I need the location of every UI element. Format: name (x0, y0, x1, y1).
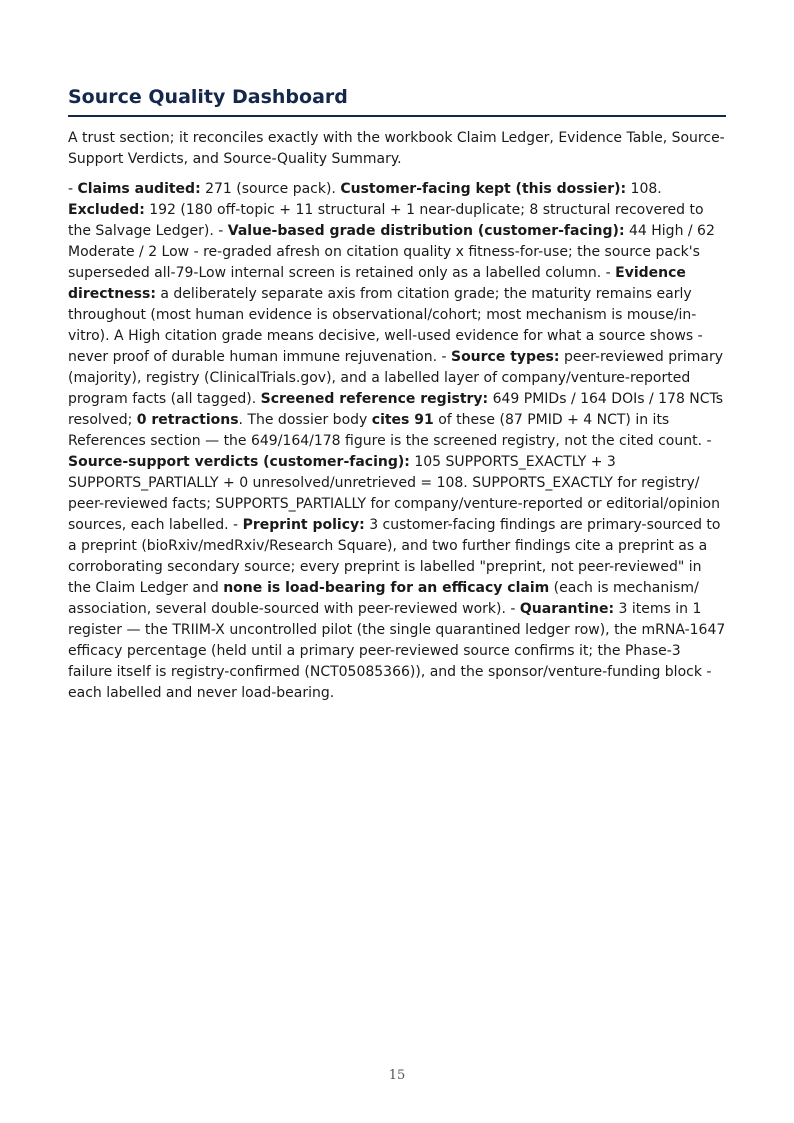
body-bold-run: Screened reference registry: (260, 391, 489, 407)
body-text-run: 3 items in 1 register — the TRIIM-X uncontrolled pilot (the single quarantined ledger row), the mRNA-1647 efficacy percentage (held until a primary peer-reviewed source confirms it; the Phase-3 failure itself is registry-confirmed (NCT05085366)), and the sponsor/venture-funding block - each labelled and never load-bearing. (68, 601, 726, 701)
body-text-run: - (68, 181, 78, 197)
body-bold-run: Source-support verdicts (customer-facing): (68, 454, 410, 470)
body-bold-run: cites 91 (371, 412, 434, 428)
body-text-run: 108. (626, 181, 662, 197)
body-bold-run: Value-based grade distribution (customer-facing): (227, 223, 625, 239)
body-text-run: 44 High / 62 Moderate / 2 Low - re-graded afresh on citation quality x fitness-for-use; the source pack's superseded all-79-Low internal screen is retained only as a labelled column. - (68, 223, 715, 281)
body-text-run: 192 (180 off-topic + 11 structural + 1 near-duplicate; 8 structural recovered to the Salvage Ledger). - (68, 202, 704, 239)
body-text-run: 271 (source pack). (200, 181, 341, 197)
body-paragraph (68, 179, 726, 704)
page-content (68, 84, 726, 704)
body-bold-run: Quarantine: (519, 601, 615, 617)
page-number: 15 (388, 1068, 406, 1083)
body-text-run: peer-reviewed primary (majority), registry (ClinicalTrials.gov), and a labelled layer of company/venture-reported program facts (all tagged). (68, 349, 724, 407)
body-bold-run: Customer-facing kept (this dossier): (340, 181, 627, 197)
body-bold-run: Source types: (450, 349, 560, 365)
intro-paragraph: A trust section; it reconciles exactly with the workbook Claim Ledger, Evidence Table, Source-Support Verdicts, and Source-Quality Summary. (68, 130, 725, 167)
body-bold-run: Excluded: (68, 202, 145, 218)
body-text-run: 105 SUPPORTS_EXACTLY + 3 SUPPORTS_PARTIALLY + 0 unresolved/unretrieved = 108. SUPPORTS_EXACTLY for registry/ peer-reviewed facts; SUPPORTS_PARTIALLY for company/venture-reported or editorial/opinion sources, each labelled. - (68, 454, 720, 533)
body-bold-run: Evidence directness: (68, 265, 686, 302)
body-bold-run: none is load-bearing for an efficacy claim (223, 580, 550, 596)
body-text-run: 649 PMIDs / 164 DOIs / 178 NCTs resolved; (68, 391, 724, 428)
body-text-run: of these (87 PMID + 4 NCT) in its References section — the 649/164/178 figure is the screened registry, not the cited count. - (68, 412, 712, 449)
section-title: Source Quality Dashboard (68, 84, 726, 117)
body-bold-run: 0 retractions (136, 412, 239, 428)
body-text-run: . The dossier body (238, 412, 372, 428)
body-text-run: (each is mechanism/ association, several double-sourced with peer-reviewed work). - (68, 580, 699, 617)
body-bold-run: Claims audited: (77, 181, 201, 197)
body-text-run: a deliberately separate axis from citation grade; the maturity remains early throughout (most human evidence is observational/cohort; most mechanism is mouse/in-vitro). A High citation grade means decisive, well-used evidence for what a source shows - never proof of durable human immune rejuvenation. - (68, 286, 703, 365)
body-text-run: 3 customer-facing findings are primary-sourced to a preprint (bioRxiv/medRxiv/Research Square), and two further findings cite a preprint as a corroborating secondary source; every preprint is labelled "preprint, not peer-reviewed" in the Claim Ledger and (68, 517, 721, 596)
body-bold-run: Preprint policy: (242, 517, 365, 533)
